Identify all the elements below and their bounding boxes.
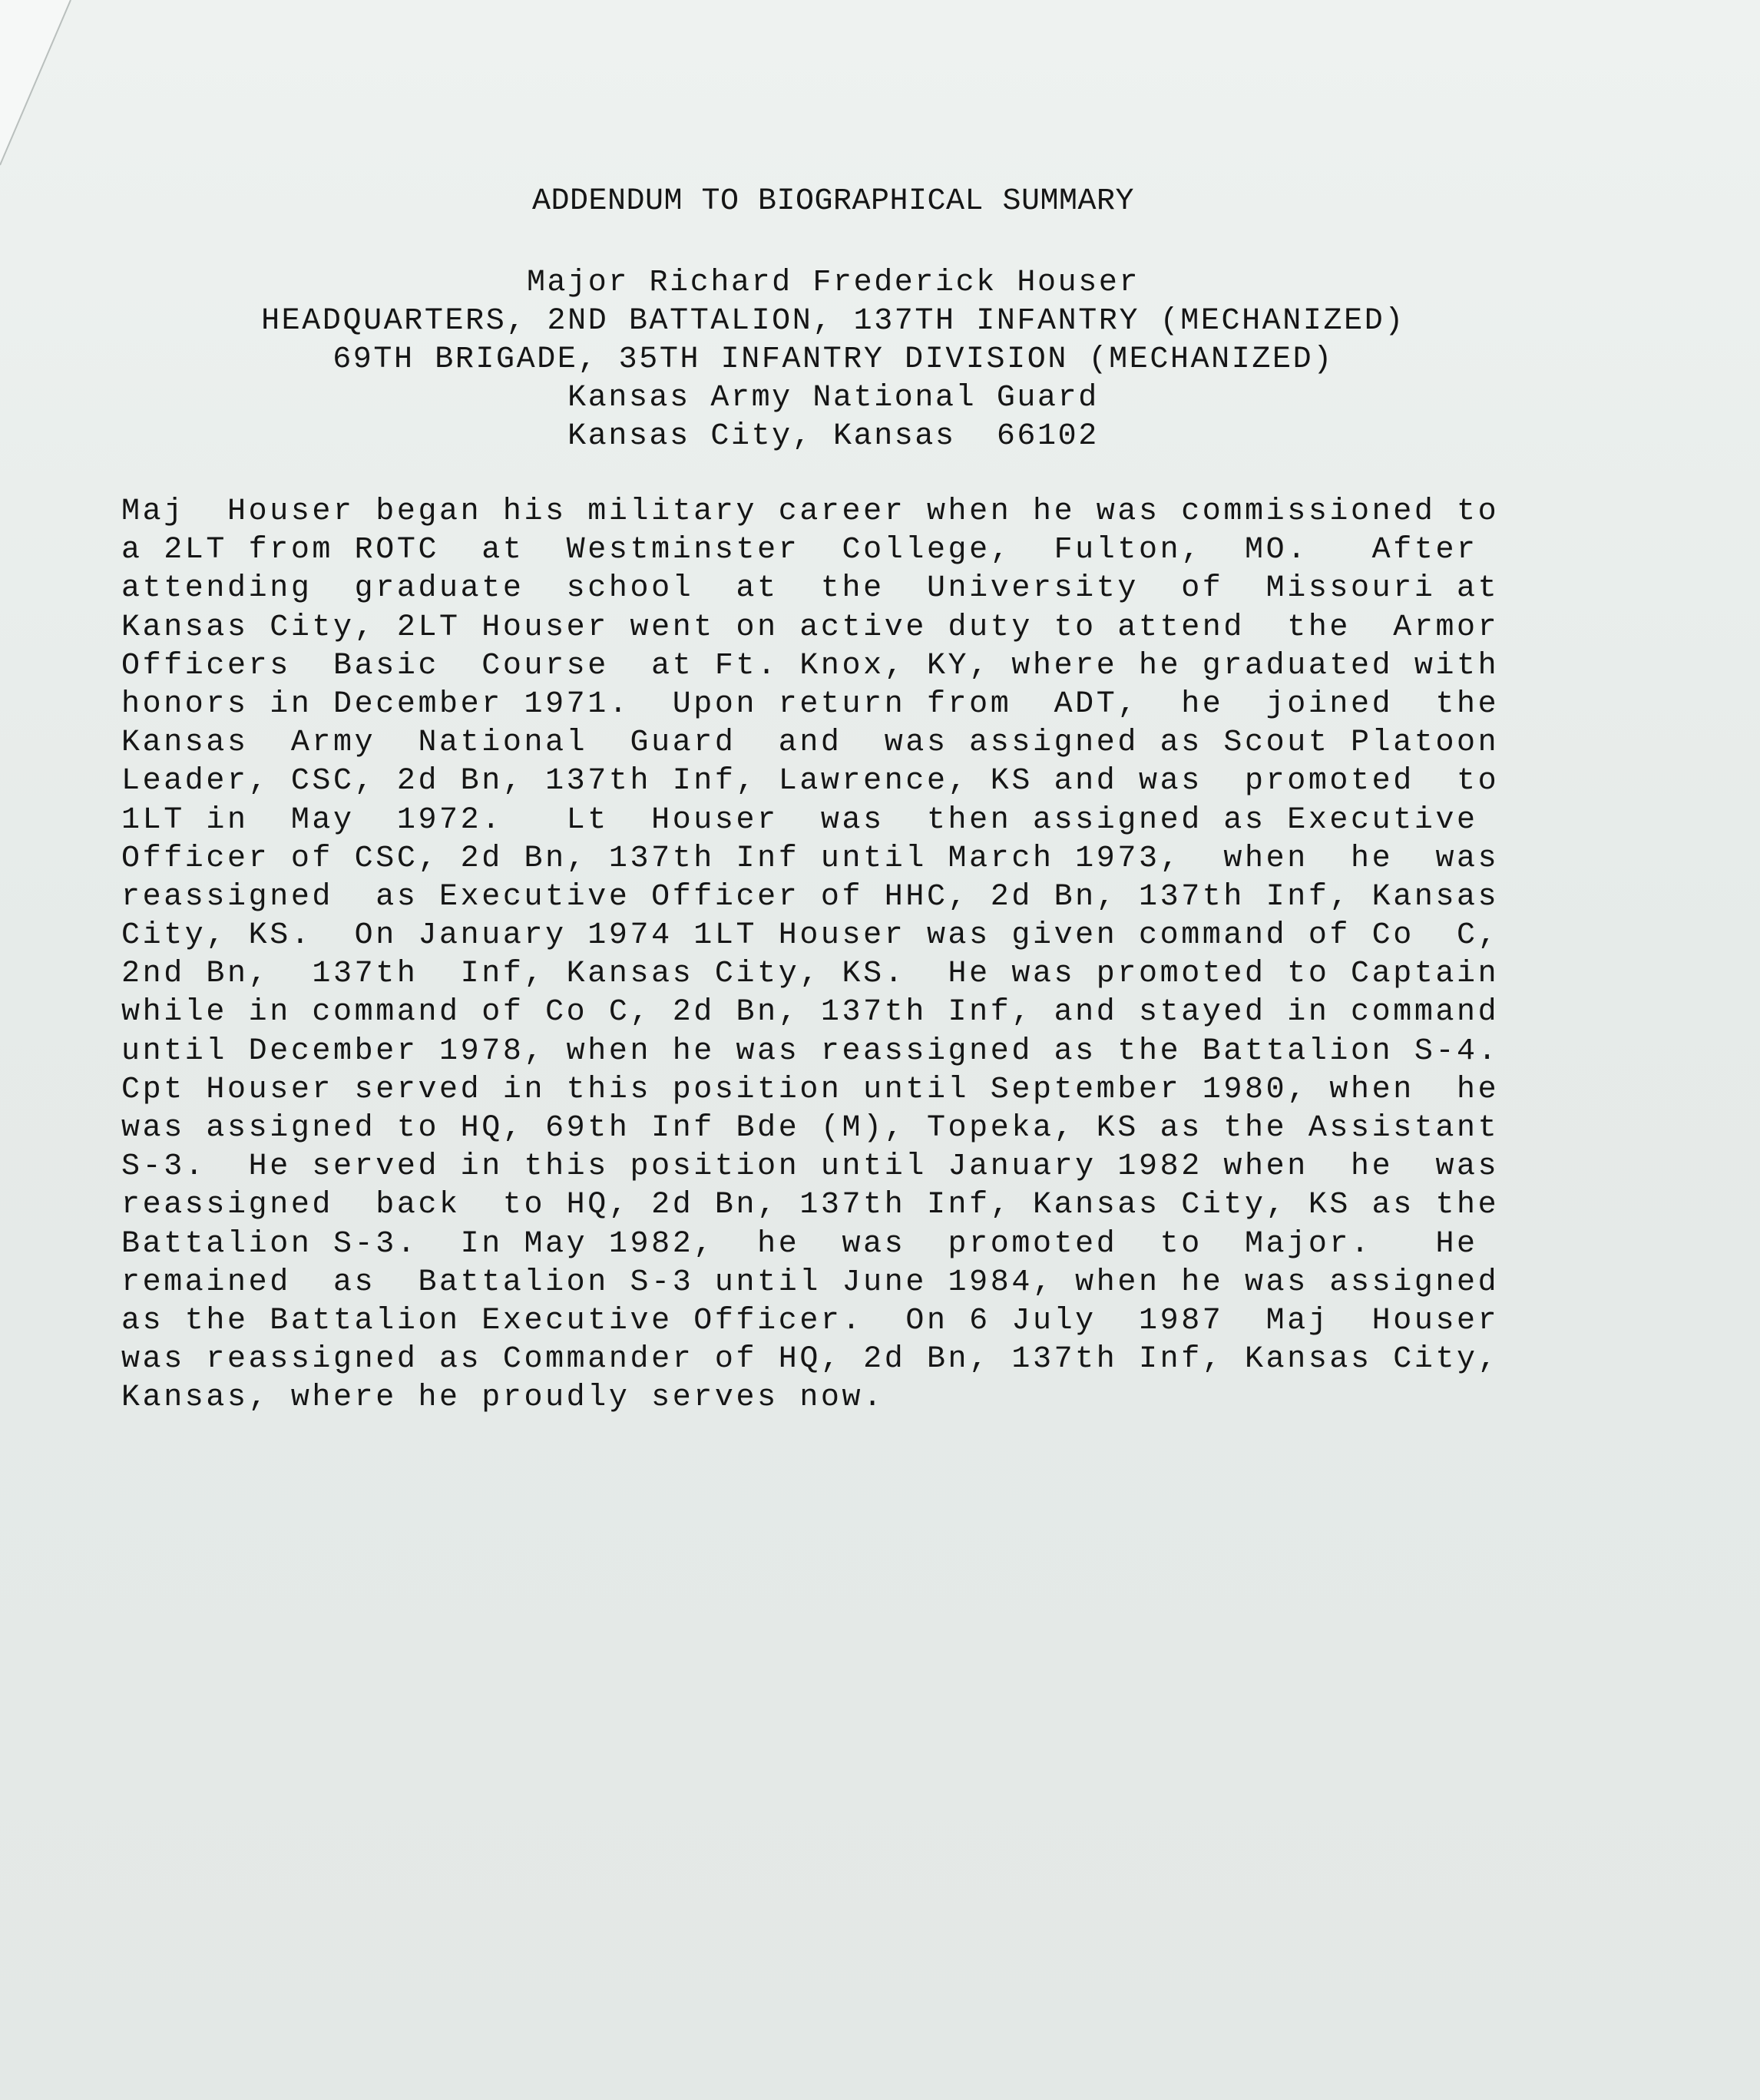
body-line: attending graduate school at the University of Missouri at <box>121 571 1500 607</box>
body-line: was reassigned as Commander of HQ, 2d Bn, 137th Inf, Kansas City, <box>121 1342 1500 1377</box>
body-line: S-3. He served in this position until January 1982 when he was <box>121 1149 1500 1185</box>
header-line-guard: Kansas Army National Guard <box>567 381 1099 415</box>
header-block <box>0 264 1666 456</box>
body-line: Officers Basic Course at Ft. Knox, KY, where he graduated with <box>121 648 1500 683</box>
body-line: Kansas Army National Guard and was assigned as Scout Platoon <box>121 726 1500 761</box>
body-line: reassigned as Executive Officer of HHC, 2d Bn, 137th Inf, Kansas <box>121 879 1500 914</box>
body-line: a 2LT from ROTC at Westminster College, Fulton, MO. After <box>121 533 1478 568</box>
body-line: reassigned back to HQ, 2d Bn, 137th Inf, Kansas City, KS as the <box>121 1188 1500 1223</box>
body-paragraph <box>121 493 1619 1418</box>
header-line-address: Kansas City, Kansas 66102 <box>567 419 1099 454</box>
body-line: Battalion S-3. In May 1982, he was promoted to Major. He <box>121 1226 1478 1262</box>
body-line: Kansas, where he proudly serves now. <box>121 1381 885 1416</box>
body-line: 1LT in May 1972. Lt Houser was then assigned as Executive <box>121 802 1478 838</box>
body-line: while in command of Co C, 2d Bn, 137th Inf, and stayed in command <box>121 995 1500 1030</box>
body-line: until December 1978, when he was reassigned as the Battalion S-4. <box>121 1033 1500 1069</box>
body-line: Maj Houser began his military career when he was commissioned to <box>121 494 1500 529</box>
body-line: City, KS. On January 1974 1LT Houser was given command of Co C, <box>121 918 1500 954</box>
document-title: ADDENDUM TO BIOGRAPHICAL SUMMARY <box>531 184 1135 219</box>
body-line: Cpt Houser served in this position until September 1980, when he <box>121 1072 1500 1107</box>
body-line: 2nd Bn, 137th Inf, Kansas City, KS. He was promoted to Captain <box>121 957 1500 992</box>
body-line: Kansas City, 2LT Houser went on active duty to attend the Armor <box>121 610 1500 645</box>
body-line: Leader, CSC, 2d Bn, 137th Inf, Lawrence, KS and was promoted to <box>121 764 1500 799</box>
header-line-brigade: 69TH BRIGADE, 35TH INFANTRY DIVISION (MECHANIZED) <box>332 342 1334 377</box>
body-line: honors in December 1971. Upon return from ADT, he joined the <box>121 686 1500 722</box>
header-line-unit: HEADQUARTERS, 2ND BATTALION, 137TH INFANTRY (MECHANIZED) <box>261 304 1405 339</box>
body-line: Officer of CSC, 2d Bn, 137th Inf until March 1973, when he was <box>121 841 1500 876</box>
body-line: remained as Battalion S-3 until June 1984, when he was assigned <box>121 1265 1500 1300</box>
body-line: as the Battalion Executive Officer. On 6 July 1987 Maj Houser <box>121 1303 1500 1338</box>
body-line: was assigned to HQ, 69th Inf Bde (M), Topeka, KS as the Assistant <box>121 1111 1500 1146</box>
header-line-name: Major Richard Frederick Houser <box>526 266 1140 300</box>
